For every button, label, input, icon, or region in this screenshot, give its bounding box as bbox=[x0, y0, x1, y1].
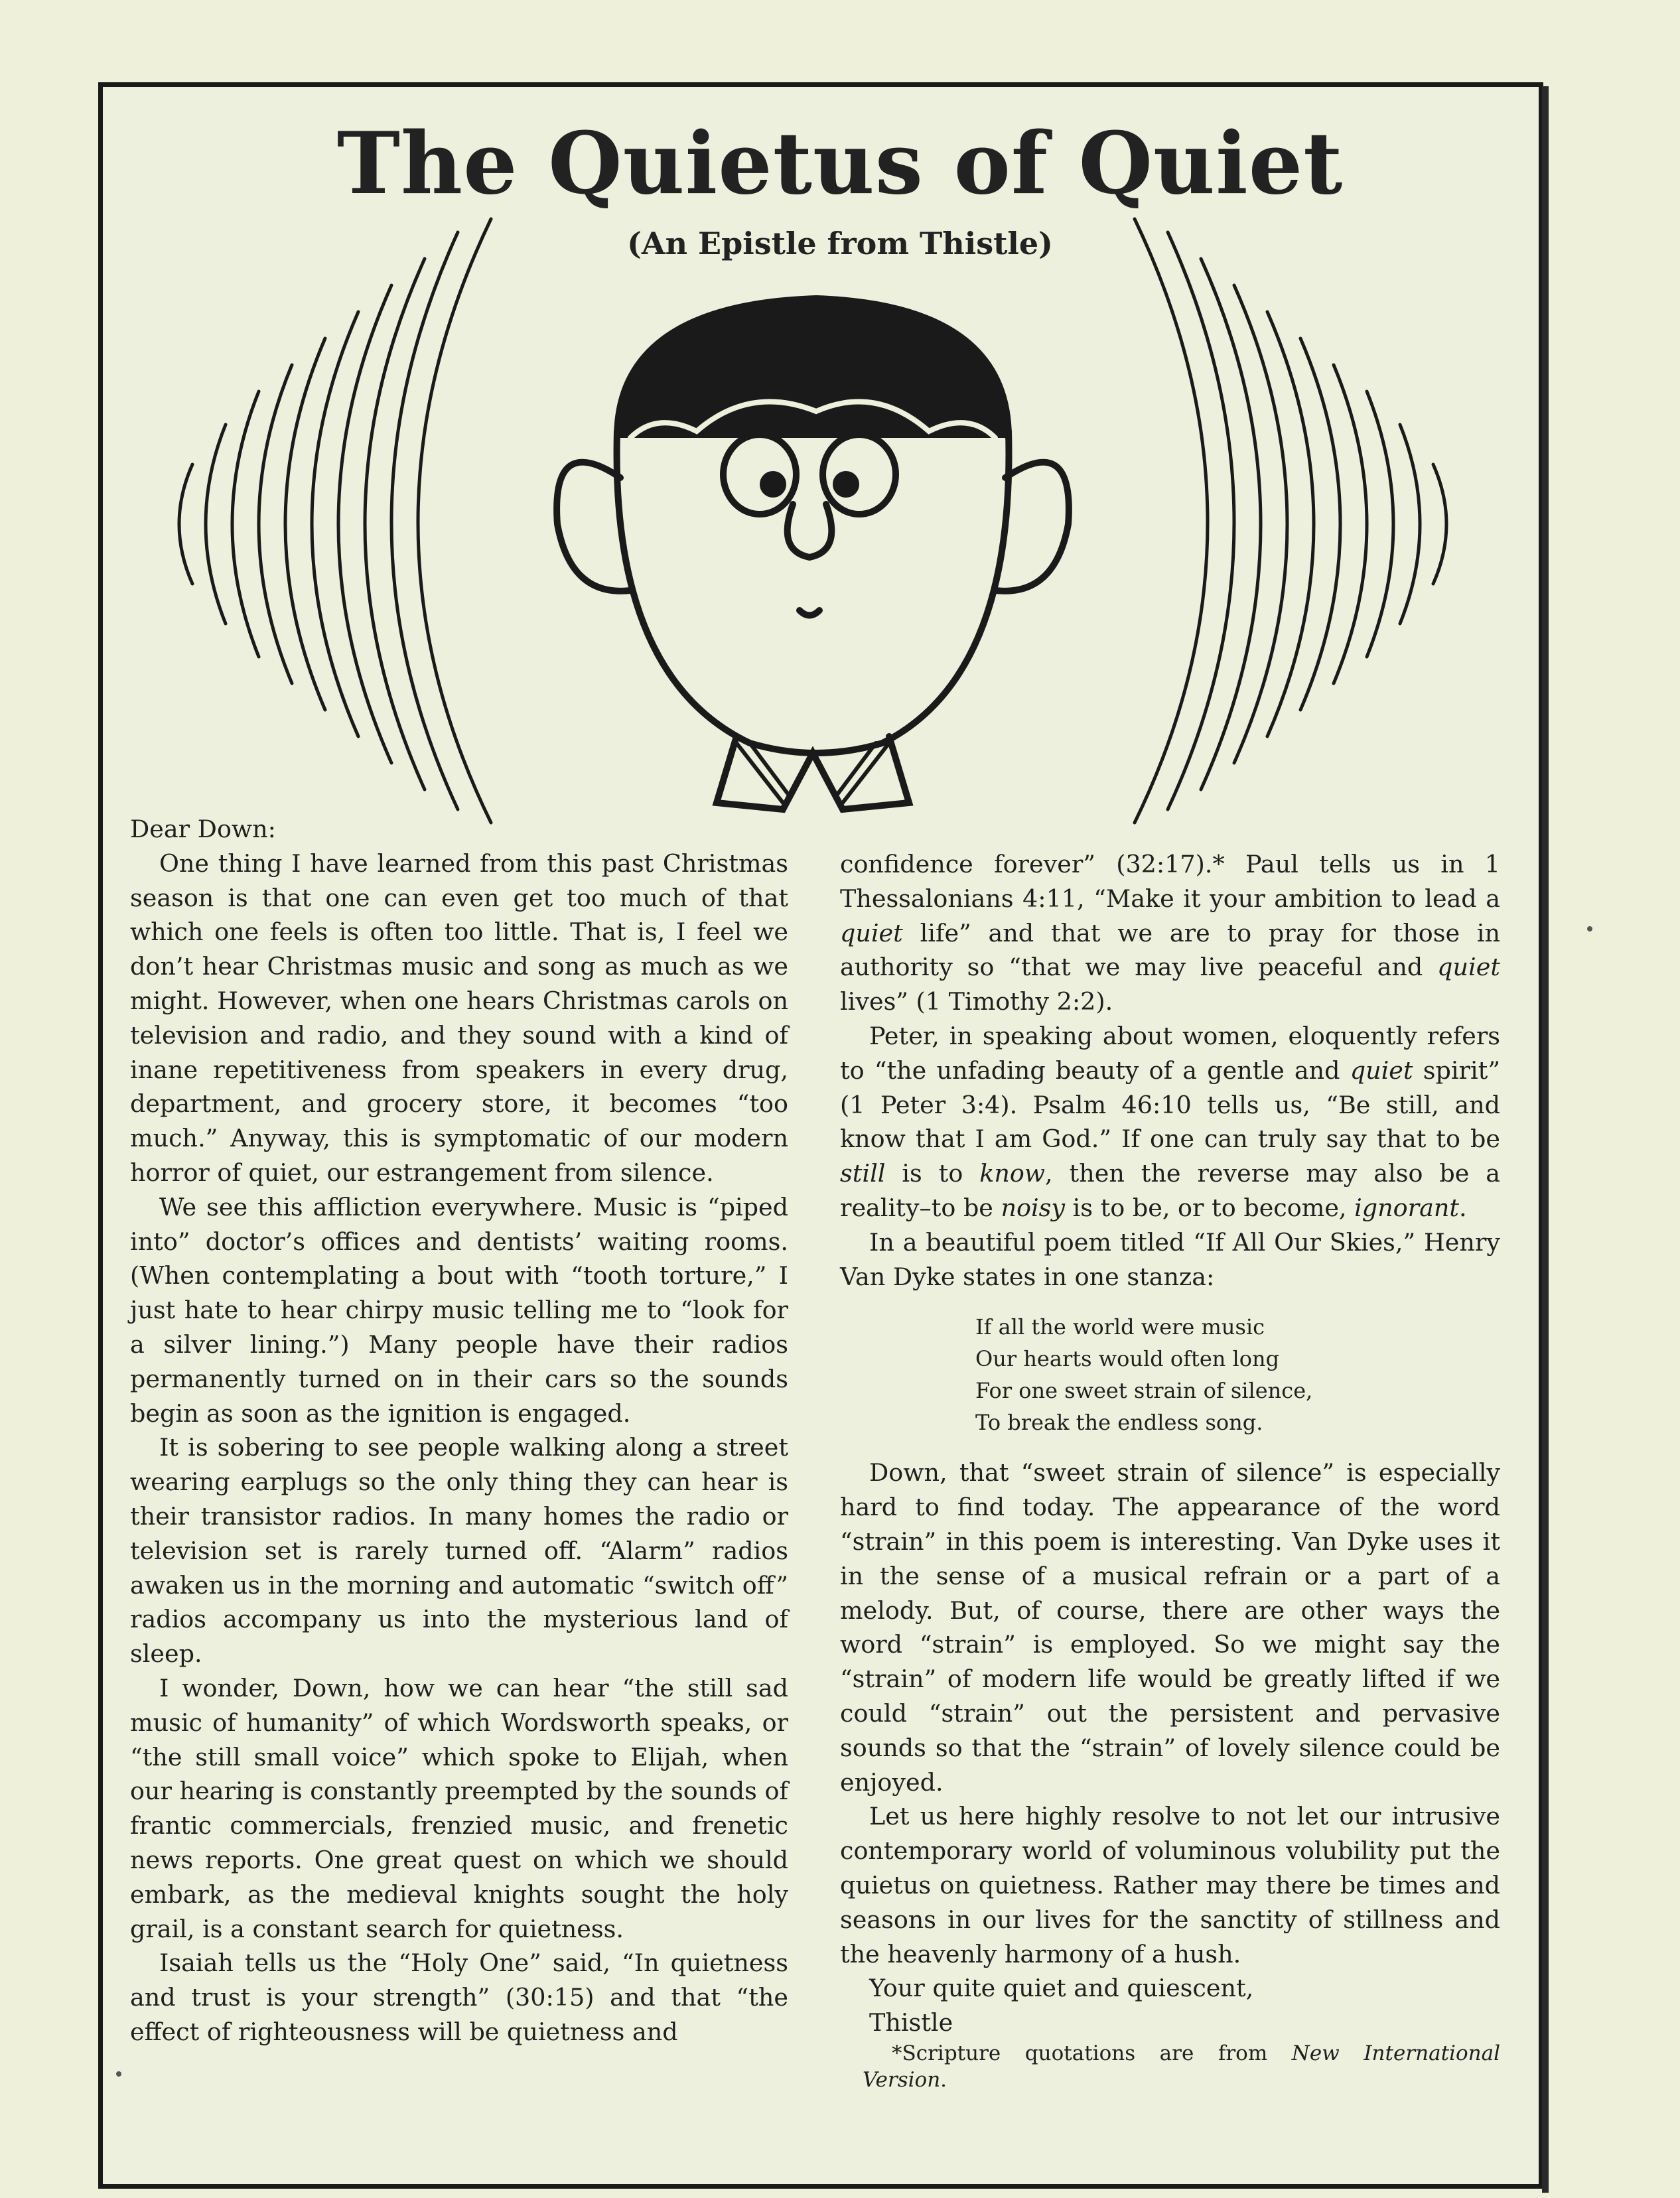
page-subtitle: (An Epistle from Thistle) bbox=[627, 226, 1053, 261]
face bbox=[557, 299, 1069, 809]
left-sound-waves bbox=[179, 219, 491, 823]
column-left bbox=[130, 812, 788, 2049]
paragraph: One thing I have learned from this past Christmas season is that one can even get too much of that which one feels is often too little. That is, I feel we don’t hear Christmas music and song as much as we might. However, when one hears Christmas carols on television and radio, and they sound with a kind of inane repetitiveness from speakers in every drug, department, and grocery store, it becomes “too much.” Anyway, this is symptomatic of our modern horror of quiet, our estrangement from silence. bbox=[130, 849, 788, 1187]
cartoon-face-icon bbox=[153, 212, 1480, 829]
paragraph: Isaiah tells us the “Holy One” said, “In quietness and trust is your strength” (30:15) and that “the effect of righteousness will be quietness and bbox=[130, 1949, 788, 2046]
paragraph: In a beautiful poem titled “If All Our Skies,” Henry Van Dyke states in one stanza: bbox=[840, 1227, 1500, 1291]
paragraph: I wonder, Down, how we can hear “the still sad music of humanity” of which Wordsworth speaks, or “the still small voice” which spoke to Elijah, when our hearing is constantly preempted by the sounds of frantic commercials, frenzied music, and frenetic news reports. One great quest on which we should embark, as the medieval knights sought the holy grail, is a constant search for quietness. bbox=[130, 1673, 788, 1943]
paragraph: We see this affliction everywhere. Music is “piped into” doctor’s offices and dentists’ waiting rooms. (When contemplating a bout with “tooth torture,” I just hate to hear chirpy music telling me to “look for a silver lining.”) Many people have their radios permanently turned on in their cars so the sounds begin as soon as the ignition is engaged. bbox=[130, 1192, 788, 1428]
column-right bbox=[840, 847, 1500, 2093]
salutation: Dear Down: bbox=[130, 815, 276, 843]
signature: Thistle bbox=[869, 2008, 953, 2037]
paragraph: Down, that “sweet strain of silence” is especially hard to find today. The appearance of the word “strain” in this poem is interesting. Van Dyke uses it in the sense of a musical refrain or a part of a melody. But, of course, there are other ways the word “strain” is employed. So we might say the “strain” of modern life would be greatly lifted if we could “strain” out the persistent and pervasive sounds so that the “strain” of lovely silence could be enjoyed. bbox=[840, 1458, 1500, 1797]
poem-line: To break the endless song. bbox=[975, 1410, 1263, 1436]
poem-line: Our hearts would often long bbox=[975, 1346, 1280, 1372]
frame-shadow bbox=[1542, 86, 1549, 2193]
paragraph: Let us here highly resolve to not let our intrusive contemporary world of voluminous volubility put the quietus on quietness. Rather may there be times and seasons in our lives for the sanctity of stillness and the heavenly harmony of a hush. bbox=[840, 1802, 1500, 1968]
poem-line: For one sweet strain of silence, bbox=[975, 1378, 1313, 1404]
paragraph: Peter, in speaking about women, eloquently refers to “the unfading beauty of a gentle and quiet spirit” (1 Peter 3:4). Psalm 46:10 tells us, “Be still, and know that I am God.” If one can truly say that to be still is to know, then the reverse may also be a reality–to be noisy is to be, or to become, ignorant. bbox=[840, 1021, 1500, 1222]
footnote: *Scripture quotations are from New International Version. bbox=[863, 2041, 1500, 2092]
poem-line: If all the world were music bbox=[975, 1314, 1265, 1340]
page-title: The Quietus of Quiet bbox=[336, 114, 1344, 214]
speck bbox=[116, 2071, 121, 2077]
paragraph: It is sobering to see people walking along a street wearing earplugs so the only thing they can hear is their transistor radios. In many homes the radio or television set is rarely turned off. “Alarm” radios awaken us in the morning and automatic “switch off” radios accompany us into the mysterious land of sleep. bbox=[130, 1433, 788, 1669]
right-sound-waves bbox=[1135, 219, 1446, 823]
speck bbox=[1587, 926, 1592, 931]
cartoon-illustration bbox=[153, 212, 1480, 829]
closing-line: Your quite quiet and quiescent, bbox=[869, 1974, 1254, 2003]
paragraph: confidence forever” (32:17).* Paul tells us in 1 Thessalonians 4:11, “Make it your ambition to lead a quiet life” and that we are to pray for those in authority so “that we may live peaceful and quiet lives” (1 Timothy 2:2). bbox=[840, 850, 1500, 1016]
poem-stanza bbox=[975, 1311, 1500, 1438]
